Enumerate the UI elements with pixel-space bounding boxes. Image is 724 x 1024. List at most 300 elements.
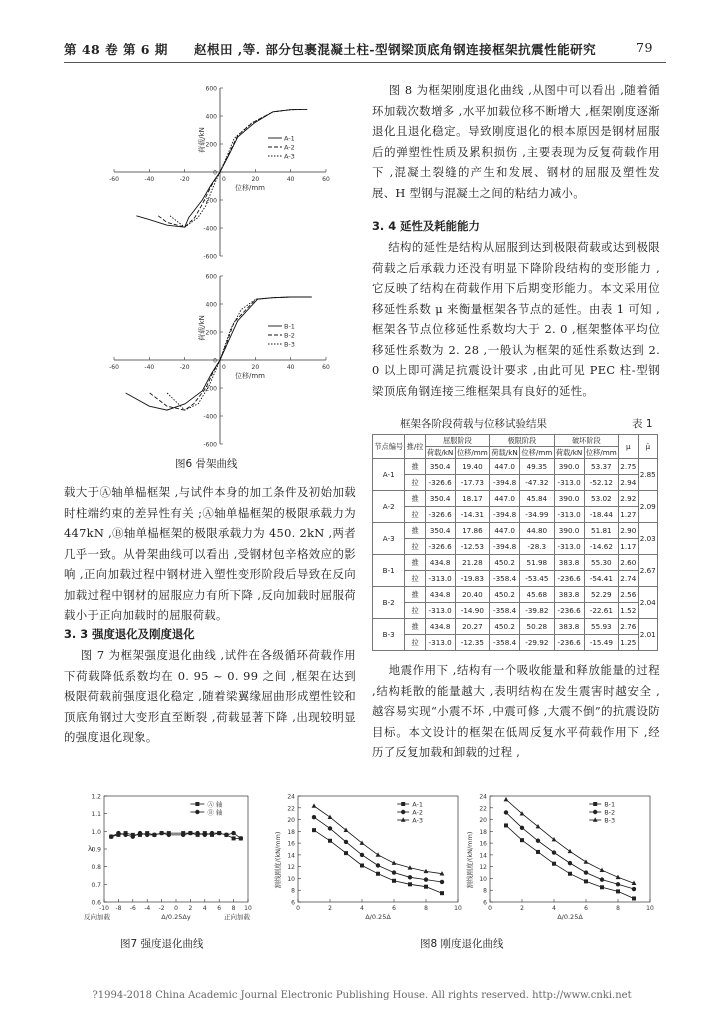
article-title: 赵根田 ,等. 部分包裹混凝土柱-型钢梁顶底角钢连接框架抗震性能研究 — [194, 42, 597, 57]
cell-yield-load: -326.6 — [425, 475, 455, 491]
table-row — [373, 603, 658, 619]
th-yield: 屈服阶段 — [425, 435, 489, 447]
y-tick-label: -400 — [203, 225, 217, 233]
cell-mu: 1.27 — [619, 507, 638, 523]
y-axis-label: 割线刚度/(kN/mm) — [274, 831, 282, 889]
cell-ult-disp: 44.80 — [520, 523, 555, 539]
legend-label: B-1 — [284, 322, 295, 331]
x-tick-label: -6 — [129, 905, 136, 912]
data-point — [392, 861, 397, 865]
data-point — [568, 872, 572, 876]
cell-yield-load: 434.8 — [425, 555, 455, 571]
legend-marker — [195, 802, 199, 806]
cell-mubar: 2.09 — [638, 491, 658, 523]
data-point — [159, 831, 163, 835]
x-tick-label: 20 — [251, 176, 260, 183]
fig8-chart-a — [268, 790, 468, 930]
fig7-caption: 图7 强度退化曲线 — [120, 938, 204, 950]
cell-mubar: 2.04 — [638, 587, 658, 619]
y-tick-label: 0 — [213, 169, 217, 177]
data-point — [504, 797, 509, 801]
data-point — [552, 837, 557, 841]
y-tick-label: 22 — [479, 805, 487, 813]
legend-marker — [593, 817, 598, 821]
data-point — [312, 815, 316, 819]
cell-dir: 拉 — [405, 635, 425, 651]
data-point — [123, 833, 127, 837]
y-tick-label: 1.0 — [91, 828, 101, 836]
section-3-3-paragraph: 图 7 为框架强度退化曲线 ,试件在各级循环荷载作用下荷载降低系数均在 0. 95 ~ 0. 99 之间 ,框架在达到极限荷载前强度退化稳定 ,随着梁翼缘屈曲形成塑性铰和顶底角钢过大变形直至断裂 ,荷载显著下降 ,出现较明显的强度退化现象。 — [64, 648, 356, 744]
fig6-chart — [100, 80, 340, 450]
cell-ult-load: 450.2 — [490, 587, 520, 603]
x-tick-label: 40 — [286, 176, 295, 183]
table-row — [373, 587, 658, 603]
legend-marker — [401, 802, 405, 806]
th-load: 荷载/kN — [555, 447, 583, 457]
data-point — [616, 889, 620, 893]
data-point — [344, 851, 348, 855]
cell-dir: 推 — [405, 491, 425, 507]
cell-fail-disp: -52.12 — [584, 475, 619, 491]
cell-yield-load: -326.6 — [425, 539, 455, 555]
cell-mubar: 2.67 — [638, 555, 658, 587]
cell-fail-disp: -14.62 — [584, 539, 619, 555]
table-row — [373, 571, 658, 587]
cell-yield-disp: 19.40 — [455, 459, 490, 475]
x-tick-label: 8 — [616, 905, 620, 912]
y-tick-label: 12 — [287, 864, 295, 872]
x-tick-label: 0 — [222, 364, 226, 371]
data-point — [195, 831, 199, 835]
data-point — [504, 823, 508, 827]
y-tick-label: 0 — [213, 357, 217, 365]
data-point — [584, 879, 588, 883]
legend-label: A-3 — [412, 816, 423, 825]
cell-node: A-1 — [373, 459, 405, 491]
table1-title: 框架各阶段荷载与位移试验结果 — [400, 418, 547, 430]
x-tick-label: 10 — [244, 905, 252, 912]
y-tick-label: 8 — [291, 887, 295, 895]
x-tick-label: 4 — [552, 905, 556, 912]
data-point — [131, 834, 135, 838]
legend-label: B-1 — [604, 800, 616, 809]
cell-ult-disp: -28.3 — [520, 539, 555, 555]
cell-fail-disp: 55.93 — [584, 619, 619, 635]
cell-mu: 2.94 — [619, 475, 638, 491]
table-row — [373, 475, 658, 491]
cell-dir: 推 — [405, 587, 425, 603]
y-tick-label: -200 — [203, 385, 217, 393]
legend-label: Ⓑ 轴 — [207, 808, 223, 817]
table-row — [373, 459, 658, 475]
data-point — [408, 875, 412, 879]
series-line-A-2 — [158, 109, 301, 227]
y-tick-label: 16 — [479, 840, 487, 848]
x-tick-label: 0 — [296, 905, 300, 912]
cell-yield-disp: 20.40 — [455, 587, 490, 603]
x-tick-label: 4 — [202, 905, 207, 912]
data-point — [224, 833, 228, 837]
data-point — [344, 840, 348, 844]
data-point — [210, 831, 214, 835]
cell-yield-load: -313.0 — [425, 571, 455, 587]
x-tick-label: 6 — [584, 905, 588, 912]
fig8-chart-b — [460, 790, 660, 930]
data-point — [360, 863, 364, 867]
th-ult: 极限阶段 — [490, 435, 554, 447]
cell-fail-load: -236.6 — [554, 603, 584, 619]
header-rule — [64, 62, 666, 63]
data-point — [536, 824, 541, 828]
cell-yield-disp: -14.31 — [455, 507, 490, 523]
cell-dir: 拉 — [405, 539, 425, 555]
data-point — [440, 880, 444, 884]
cell-ult-load: -394.8 — [490, 475, 520, 491]
cell-ult-disp: -47.32 — [520, 475, 555, 491]
y-tick-label: 600 — [205, 85, 217, 93]
y-tick-label: 6 — [291, 899, 295, 907]
cell-mu: 2.76 — [619, 619, 638, 635]
cell-fail-disp: 51.81 — [584, 523, 619, 539]
data-point — [408, 882, 412, 886]
data-point — [600, 877, 604, 881]
cell-fail-disp: -15.49 — [584, 635, 619, 651]
x-tick-label: 0 — [222, 176, 226, 183]
data-point — [552, 862, 556, 866]
fig6-caption: 图6 骨架曲线 — [175, 458, 238, 470]
data-point — [520, 826, 524, 830]
cell-yield-disp: -12.53 — [455, 539, 490, 555]
x-tick-label: -20 — [179, 364, 190, 371]
series-line-A-3 — [170, 109, 299, 227]
y-tick-label: -400 — [203, 413, 217, 421]
cell-ult-load: 447.0 — [490, 459, 520, 475]
legend-label: B-3 — [284, 340, 295, 349]
y-tick-label: -600 — [203, 441, 217, 449]
data-point — [568, 849, 573, 853]
legend-marker — [593, 802, 597, 806]
legend-marker — [593, 810, 597, 814]
data-point — [312, 828, 316, 832]
x-tick-label: 40 — [286, 364, 295, 371]
data-point — [239, 836, 243, 840]
cell-yield-disp: -17.73 — [455, 475, 490, 491]
cell-dir: 拉 — [405, 603, 425, 619]
neg-load-label: 反向加载 — [84, 913, 110, 921]
cell-fail-disp: 52.29 — [584, 587, 619, 603]
y-axis-label: λᵢ — [88, 845, 94, 853]
series-line-B-3 — [167, 297, 309, 410]
y-tick-label: 24 — [287, 793, 295, 801]
legend-label: Ⓐ 轴 — [207, 800, 223, 809]
table1-number: 表 1 — [632, 418, 653, 430]
y-tick-label: 14 — [479, 852, 487, 860]
section-3-4-paragraph: 结构的延性是结构从屈服到达到极限荷载或达到极限荷载之后承载力还没有明显下降阶段结构的变形能力 ,它反映了结构在荷载作用下后期变形能力。本文采用位移延性系数 μ 来衡量框架各节点的延性。由表 1 可知 ,框架各节点位移延性系数均大于 2. 0 ,框架整体平均位移延性系数为 2. 28 ,一般认为框架的延性系数达到 2. 0 以上即可满足抗震设计要求 ,由此可见 PEC 柱-型钢梁顶底角钢连接三维框架具有良好的延性。 — [372, 240, 664, 398]
cell-mu: 2.60 — [619, 555, 638, 571]
cell-fail-disp: 53.02 — [584, 491, 619, 507]
y-tick-label: 0.7 — [91, 881, 101, 889]
x-tick-label: -10 — [99, 905, 109, 912]
cell-ult-disp: -34.99 — [520, 507, 555, 523]
data-point — [584, 870, 588, 874]
y-axis-label: 割线刚度/(kN/mm) — [466, 831, 474, 889]
cell-mu: 2.75 — [619, 459, 638, 475]
table-row — [373, 619, 658, 635]
data-point — [504, 810, 508, 814]
y-tick-label: 0.9 — [91, 846, 101, 854]
th-disp: 位移/mm — [585, 447, 617, 457]
cell-mu: 2.74 — [619, 571, 638, 587]
cell-fail-load: 383.8 — [554, 587, 584, 603]
data-point — [424, 877, 428, 881]
y-tick-label: 400 — [205, 301, 217, 309]
data-point — [600, 868, 605, 872]
table-row — [373, 539, 658, 555]
y-tick-label: 16 — [287, 840, 295, 848]
cell-yield-disp: 18.17 — [455, 491, 490, 507]
right-top-paragraph: 图 8 为框架刚度退化曲线 ,从图中可以看出 ,随着循环加载次数增多 ,水平加载位移不断增大 ,框架刚度逐渐退化且退化稳定。导致刚度退化的根本原因是钢材屈服后的弹塑性性质及累积损伤 ,主要表现为反复荷载作用下 ,混凝土裂缝的产生和发展、钢材的屈服及塑性发展、H 型钢与混凝土之间的粘结力减小。 — [372, 83, 661, 200]
data-point — [109, 834, 113, 838]
x-tick-label: -60 — [109, 364, 119, 371]
x-tick-label: 2 — [328, 905, 332, 912]
section-3-4-title: 3. 4 延性及耗能能力 — [372, 219, 480, 233]
data-point — [632, 896, 636, 900]
x-tick-label: 0 — [488, 905, 492, 912]
y-tick-label: 24 — [479, 793, 487, 801]
data-point — [203, 833, 207, 837]
data-point — [360, 841, 365, 845]
legend-marker — [401, 810, 405, 814]
data-point — [328, 839, 332, 843]
y-tick-label: 20 — [479, 817, 487, 825]
data-point — [424, 885, 428, 889]
cell-fail-load: -313.0 — [554, 539, 584, 555]
table-row — [373, 635, 658, 651]
y-tick-label: 1.1 — [91, 811, 101, 819]
x-tick-label: 6 — [392, 905, 396, 912]
x-axis-label: 位移/mm — [235, 184, 265, 192]
data-point — [632, 887, 636, 891]
cell-yield-load: -313.0 — [425, 635, 455, 651]
th-fail: 破坏阶段 — [554, 435, 618, 447]
cell-ult-disp: 51.98 — [520, 555, 555, 571]
cell-node: A-3 — [373, 523, 405, 555]
x-tick-label: -40 — [144, 176, 155, 183]
data-point — [568, 861, 572, 865]
data-point — [536, 850, 540, 854]
y-tick-label: 22 — [287, 805, 295, 813]
fig8-caption: 图8 刚度退化曲线 — [420, 938, 504, 950]
cell-ult-disp: -29.92 — [520, 635, 555, 651]
page-number: 79 — [636, 40, 653, 55]
cell-node: B-3 — [373, 619, 405, 651]
cell-fail-load: -313.0 — [554, 475, 584, 491]
x-axis-label: Δ/0.25Δ — [365, 913, 391, 921]
cell-yield-load: 434.8 — [425, 587, 455, 603]
data-point — [616, 882, 620, 886]
x-axis-label: Δ/0.25Δy — [161, 913, 191, 921]
cell-fail-load: 383.8 — [554, 555, 584, 571]
data-point — [312, 803, 317, 807]
th-mu: μ — [619, 435, 638, 459]
data-point — [181, 833, 185, 837]
data-point — [392, 870, 396, 874]
cell-dir: 推 — [405, 619, 425, 635]
legend-label: A-1 — [284, 134, 295, 143]
cell-yield-disp: -12.35 — [455, 635, 490, 651]
cell-ult-disp: 49.35 — [520, 459, 555, 475]
data-point — [145, 833, 149, 837]
x-tick-label: 60 — [322, 176, 330, 183]
y-tick-label: 20 — [287, 817, 295, 825]
series-line-Ⓑ 轴 — [111, 833, 241, 838]
cell-node: B-2 — [373, 587, 405, 619]
cell-mu: 1.25 — [619, 635, 638, 651]
y-tick-label: 200 — [205, 329, 217, 337]
cell-fail-load: -236.6 — [554, 571, 584, 587]
data-point — [188, 831, 192, 835]
pos-load-label: 正向加载 — [224, 913, 250, 921]
y-tick-label: 1.2 — [91, 793, 101, 801]
cell-ult-load: 447.0 — [490, 491, 520, 507]
cell-node: A-2 — [373, 491, 405, 523]
y-axis-label: 荷载/kN — [198, 127, 206, 153]
cell-yield-disp: 20.27 — [455, 619, 490, 635]
cell-mubar: 2.01 — [638, 619, 658, 651]
x-tick-label: -2 — [158, 905, 165, 912]
cell-mu: 2.56 — [619, 587, 638, 603]
legend-label: B-2 — [284, 331, 295, 340]
data-point — [116, 831, 120, 835]
cell-mubar: 2.03 — [638, 523, 658, 555]
cell-dir: 推 — [405, 555, 425, 571]
y-tick-label: 14 — [287, 852, 295, 860]
data-point — [440, 891, 444, 895]
th-load: 荷载/kN — [491, 447, 518, 457]
series-line-B-1 — [126, 297, 312, 410]
legend-marker — [401, 817, 406, 821]
data-point — [392, 879, 396, 883]
y-tick-label: 12 — [479, 864, 487, 872]
th-load: 荷载/kN — [426, 447, 454, 457]
footer-copyright: ?1994-2018 China Academic Journal Electronic Publishing House. All rights reserved. http://www.cnki.net — [92, 990, 632, 1001]
right-bottom-paragraph: 地震作用下 ,结构有一个吸收能量和释放能量的过程 ,结构耗散的能量越大 ,表明结构在发生震害时越安全 ,越容易实现“小震不坏 ,中震可修 ,大震不倒”的抗震设防目标。本文设计的框架在低周反复水平荷载作用下 ,经历了反复加载和卸载的过程 , — [372, 663, 664, 759]
th-disp: 位移/mm — [456, 447, 488, 457]
data-point — [152, 833, 156, 837]
x-tick-label: -20 — [179, 176, 190, 183]
legend-marker — [195, 810, 199, 814]
table-row — [373, 523, 658, 539]
cell-ult-disp: 45.84 — [520, 491, 555, 507]
cell-ult-disp: -39.82 — [520, 603, 555, 619]
cell-dir: 拉 — [405, 475, 425, 491]
x-tick-label: 20 — [251, 364, 260, 371]
data-point — [360, 853, 364, 857]
th-disp: 位移/mm — [521, 447, 553, 457]
journal-volume: 第 48 卷 第 6 期 — [64, 42, 168, 57]
y-tick-label: 10 — [479, 875, 487, 883]
cell-ult-load: -394.8 — [490, 507, 520, 523]
x-tick-label: -8 — [115, 905, 122, 912]
table-row — [373, 491, 658, 507]
cell-ult-disp: -53.45 — [520, 571, 555, 587]
x-tick-label: 10 — [454, 905, 462, 912]
legend-label: B-3 — [604, 816, 616, 825]
x-tick-label: 8 — [424, 905, 428, 912]
table1 — [372, 434, 658, 651]
cell-ult-load: -358.4 — [490, 571, 520, 587]
cell-dir: 推 — [405, 459, 425, 475]
x-tick-label: 2 — [188, 905, 193, 912]
legend-label: A-2 — [284, 143, 295, 152]
x-axis-label: Δ/0.25Δ — [557, 913, 583, 921]
cell-ult-load: -358.4 — [490, 635, 520, 651]
th-node: 节点编号 — [373, 435, 405, 459]
y-tick-label: 600 — [205, 273, 217, 281]
cell-yield-disp: 21.28 — [455, 555, 490, 571]
x-tick-label: 0 — [174, 905, 178, 912]
data-point — [138, 831, 142, 835]
data-point — [376, 872, 380, 876]
y-tick-label: 0.8 — [91, 864, 101, 872]
series-line-A-1 — [314, 830, 442, 893]
cell-fail-load: -313.0 — [554, 507, 584, 523]
cell-fail-disp: -22.61 — [584, 603, 619, 619]
y-tick-label: 8 — [483, 887, 487, 895]
cell-fail-load: 390.0 — [554, 523, 584, 539]
cell-ult-disp: 45.68 — [520, 587, 555, 603]
x-tick-label: -40 — [144, 364, 155, 371]
legend-label: A-1 — [412, 800, 423, 809]
cell-yield-load: 434.8 — [425, 619, 455, 635]
cell-dir: 拉 — [405, 571, 425, 587]
cell-ult-load: 450.2 — [490, 619, 520, 635]
y-tick-label: 18 — [287, 828, 295, 836]
data-point — [217, 831, 221, 835]
cell-dir: 拉 — [405, 507, 425, 523]
data-point — [328, 815, 333, 819]
cell-fail-disp: -18.44 — [584, 507, 619, 523]
data-point — [584, 859, 589, 863]
cell-yield-disp: -14.90 — [455, 603, 490, 619]
y-tick-label: 10 — [287, 875, 295, 883]
cell-fail-disp: -54.41 — [584, 571, 619, 587]
cell-yield-load: 350.4 — [425, 459, 455, 475]
legend-label: A-3 — [284, 152, 295, 161]
y-tick-label: 0.6 — [91, 899, 101, 907]
cell-yield-load: 350.4 — [425, 523, 455, 539]
y-tick-label: 200 — [205, 141, 217, 149]
data-point — [231, 831, 235, 835]
plot-frame — [104, 796, 248, 902]
cell-fail-load: 390.0 — [554, 459, 584, 475]
y-tick-label: -600 — [203, 253, 217, 261]
th-dir: 推/拉 — [405, 435, 425, 459]
cell-mu: 1.17 — [619, 539, 638, 555]
data-point — [520, 838, 524, 842]
data-point — [167, 833, 171, 837]
cell-fail-disp: 55.30 — [584, 555, 619, 571]
x-tick-label: 6 — [217, 905, 222, 912]
data-point — [600, 885, 604, 889]
x-tick-label: 8 — [231, 905, 236, 912]
cell-ult-load: -394.8 — [490, 539, 520, 555]
y-tick-label: 400 — [205, 113, 217, 121]
legend-label: A-2 — [412, 808, 423, 817]
x-tick-label: 4 — [360, 905, 364, 912]
x-tick-label: 60 — [322, 364, 330, 371]
th-mubar: μ̄ — [638, 435, 658, 459]
